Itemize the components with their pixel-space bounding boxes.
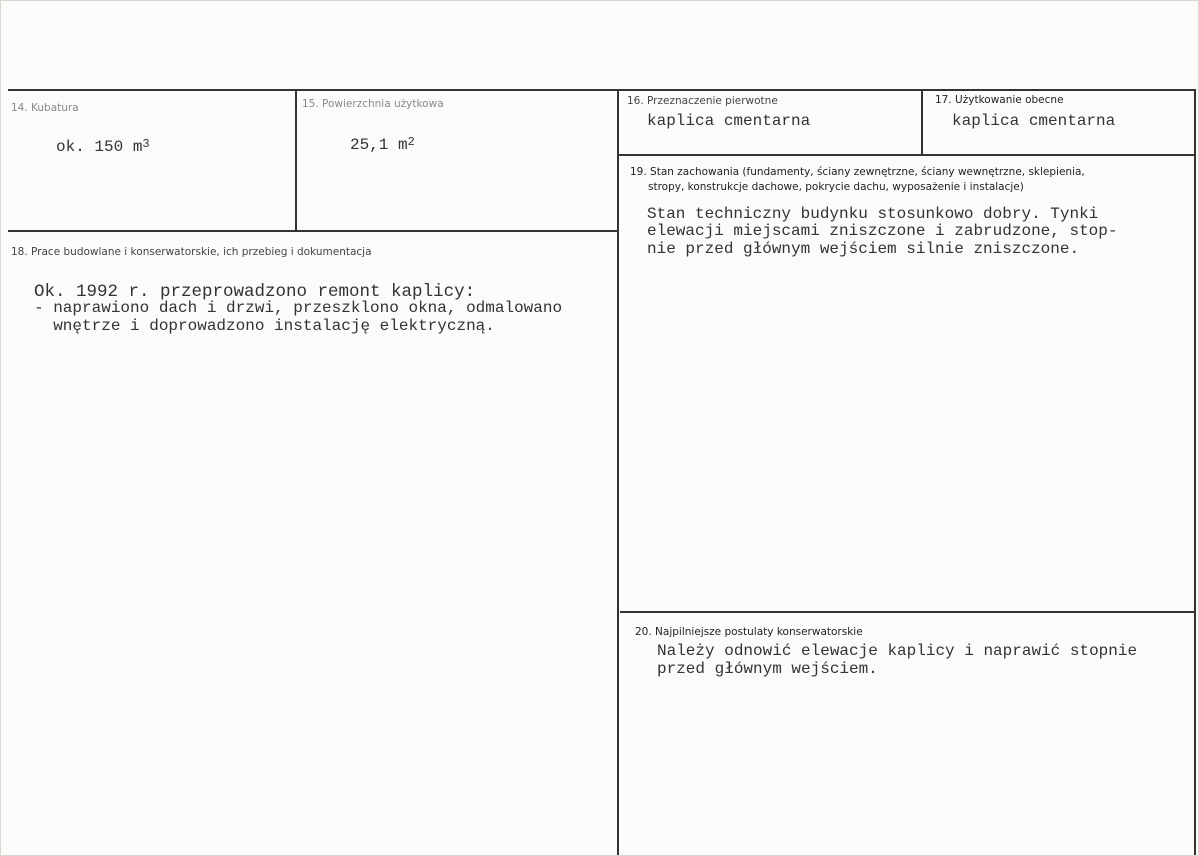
field-15-value-text: 25,1 m xyxy=(350,136,408,154)
field-18-label: 18. Prace budowlane i konserwatorskie, ich przebieg i dokumentacja xyxy=(11,246,372,258)
divider-14-15 xyxy=(295,91,297,230)
field-19-line-2: elewacji miejscami zniszczone i zabrudzone, stop- xyxy=(647,222,1118,240)
field-15-value xyxy=(350,136,415,156)
field-19-line-1: Stan techniczny budynku stosunkowo dobry. Tynki xyxy=(647,205,1099,223)
field-19-line-3: nie przed głównym wejściem silnie zniszczone. xyxy=(647,240,1080,258)
top-rule xyxy=(8,89,1195,91)
field-19-label-line-2: stropy, konstrukcje dachowe, pokrycie dachu, wyposażenie i instalacje) xyxy=(648,181,1024,193)
rule-above-20 xyxy=(620,611,1195,613)
field-20-label: 20. Najpilniejsze postulaty konserwatorskie xyxy=(635,626,863,638)
field-18-line-3: wnętrze i doprowadzono instalację elektryczną. xyxy=(34,317,495,335)
main-column-divider xyxy=(617,89,619,856)
field-14-value-text: ok. 150 m xyxy=(56,138,143,156)
field-16-value: kaplica cmentarna xyxy=(647,112,811,130)
field-14-unit-exponent: 3 xyxy=(142,137,150,151)
field-18-line-2: - naprawiono dach i drzwi, przeszklono okna, odmalowano xyxy=(34,299,563,317)
field-20-line-2: przed głównym wejściem. xyxy=(657,660,878,678)
right-edge-rule xyxy=(1194,89,1196,856)
rule-under-16-17 xyxy=(617,154,1195,156)
field-19-label-line-1: 19. Stan zachowania (fundamenty, ściany zewnętrzne, ściany wewnętrzne, sklepienia, xyxy=(630,166,1085,178)
field-17-value: kaplica cmentarna xyxy=(952,112,1116,130)
field-15-label: 15. Powierzchnia użytkowa xyxy=(302,98,444,110)
rule-under-14-15 xyxy=(8,230,617,232)
field-14-value xyxy=(56,138,150,158)
field-15-unit-exponent: 2 xyxy=(407,135,415,149)
field-16-label: 16. Przeznaczenie pierwotne xyxy=(627,95,778,107)
field-14-label: 14. Kubatura xyxy=(11,102,79,114)
field-20-line-1: Należy odnowić elewacje kaplicy i naprawić stopnie xyxy=(657,642,1138,660)
divider-16-17 xyxy=(921,89,923,155)
field-17-label: 17. Użytkowanie obecne xyxy=(935,94,1064,106)
field-18-line-1: Ok. 1992 r. przeprowadzono remont kaplicy: xyxy=(34,282,476,302)
